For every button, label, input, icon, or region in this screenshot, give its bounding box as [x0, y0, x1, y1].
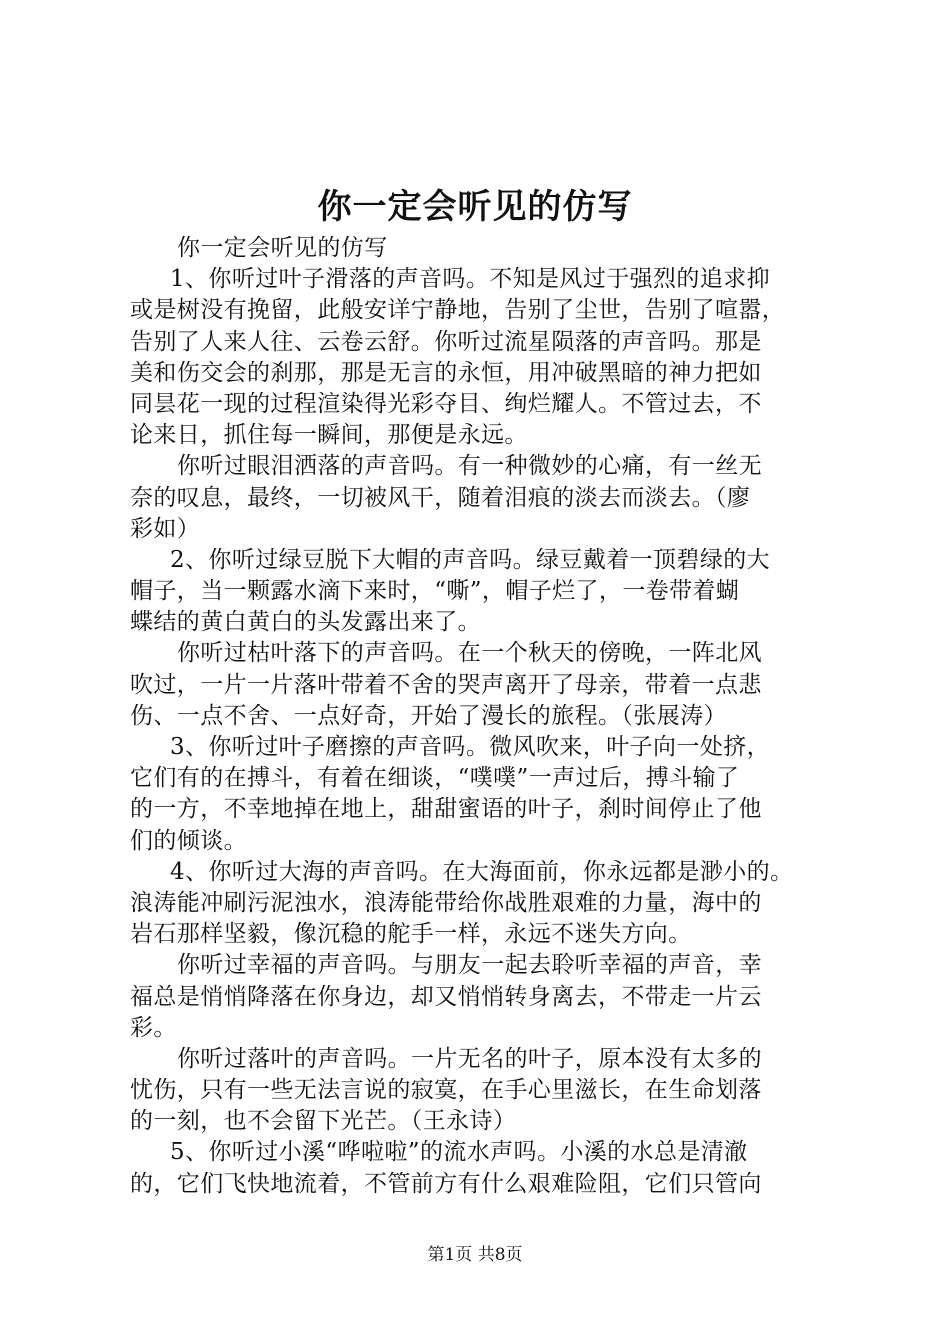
- text-line: 彩。: [130, 1014, 177, 1041]
- text-line: 或是树没有挽留，此般安详宁静地，告别了尘世，告别了喧嚣，: [130, 297, 786, 324]
- text-line: 你听过眼泪洒落的声音吗。有一种微妙的心痛，有一丝无: [177, 453, 762, 480]
- document-title: 你一定会听见的仿写: [317, 187, 633, 227]
- text-line: 你听过枯叶落下的声音吗。在一个秋天的傍晚，一阵北风: [177, 640, 762, 667]
- text-line: 论来日，抓住每一瞬间，那便是永远。: [130, 422, 528, 449]
- text-line: 5、你听过小溪“哗啦啦”的流水声吗。小溪的水总是清澈: [170, 1139, 748, 1166]
- text-line: 忧伤，只有一些无法言说的寂寞，在手心里滋长，在生命划落: [130, 1077, 762, 1104]
- text-line: 的，它们飞快地流着，不管前方有什么艰难险阻，它们只管向: [130, 1170, 762, 1197]
- text-line: 3、你听过叶子磨擦的声音吗。微风吹来，叶子向一处挤，: [170, 734, 771, 760]
- text-line: 的一方，不幸地掉在地上，甜甜蜜语的叶子，刹时间停止了他: [130, 796, 762, 823]
- text-line: 1、你听过叶子滑落的声音吗。不知是风过于强烈的追求抑: [170, 266, 771, 293]
- text-line: 的一刻，也不会留下光芒。（王永诗）: [130, 1108, 517, 1135]
- subtitle-line: 你一定会听见的仿写: [177, 235, 388, 261]
- text-line: 福总是悄悄降落在你身边，却又悄悄转身离去，不带走一片云: [130, 983, 762, 1010]
- text-line: 你听过幸福的声音吗。与朋友一起去聆听幸福的声音，幸: [177, 952, 762, 979]
- text-line: 浪涛能冲刷污泥浊水，浪涛能带给你战胜艰难的力量，海中的: [130, 889, 762, 916]
- page-number-footer: 第1页 共8页: [427, 1245, 523, 1265]
- text-line: 告别了人来人往、云卷云舒。你听过流星陨落的声音吗。那是: [130, 328, 762, 355]
- text-line: 你听过落叶的声音吗。一片无名的叶子，原本没有太多的: [177, 1045, 762, 1072]
- text-line: 们的倾谈。: [130, 827, 247, 854]
- text-line: 吹过，一片一片落叶带着不舍的哭声离开了母亲，带着一点悲: [130, 671, 762, 698]
- text-line: 彩如）: [130, 515, 201, 542]
- text-line: 它们有的在搏斗，有着在细谈，“噗噗”一声过后，搏斗输了: [130, 765, 740, 792]
- text-line: 美和伤交会的刹那，那是无言的永恒，用冲破黑暗的神力把如: [130, 359, 762, 386]
- text-line: 4、你听过大海的声音吗。在大海面前，你永远都是渺小的。: [170, 858, 794, 885]
- text-line: 伤、一点不舍、一点好奇，开始了漫长的旅程。（张展涛）: [130, 702, 727, 729]
- text-line: 奈的叹息，最终，一切被风干，随着泪痕的淡去而淡去。（廖: [130, 484, 751, 511]
- text-line: 蝶结的黄白黄白的头发露出来了。: [130, 609, 481, 636]
- document-body: [130, 233, 835, 1200]
- text-line: 岩石那样坚毅，像沉稳的舵手一样，永远不迷失方向。: [130, 921, 692, 948]
- text-line: 同昙花一现的过程渲染得光彩夺目、绚烂耀人。不管过去，不: [130, 390, 762, 417]
- text-line: 2、你听过绿豆脱下大帽的声音吗。绿豆戴着一顶碧绿的大: [170, 546, 771, 573]
- text-line: 帽子，当一颗露水滴下来时，“嘶”，帽子烂了，一卷带着蝴: [130, 578, 740, 605]
